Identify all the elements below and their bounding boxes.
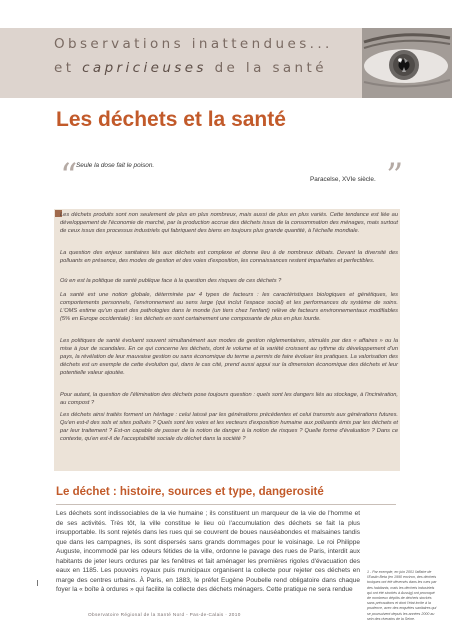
abstract-paragraph: Les politiques de santé évoluent souvent simultanément aux modes de gestion réglementaires, stimulés par des « affaires » ou la mise à jour de scandales. En ce qui concerne les déchets, dont le volume et la variété croissent au rythme du développement d'un pays, la révélation de leur mauvaise gestion ou sans économique du terme a permis de faire évoluer les pratiques. La valorisation des déchets est un exemple de cette évolution qui, dans le cas cité, prend aussi appui sur la dimension économique des déchets et leur potentielle valeur ajoutée. [60, 338, 398, 376]
eye-image [362, 28, 452, 98]
abstract-paragraph: Pour autant, la question de l'élimination des déchets pose toujours question : quels sont les dangers liés au stockage, à l'incinération, au compost ? [60, 392, 398, 406]
open-quote-icon: “ [60, 156, 78, 196]
page-footer: Observatoire Régional de la Santé Nord - Pas-de-Calais · 2010 [88, 612, 241, 617]
quote-text: Seule la dose fait le poison. [76, 162, 155, 169]
abstract-paragraph: Où en est la politique de santé publique face à la question des risques de ces déchets ? [60, 278, 282, 284]
footnote: 1 - Par exemple, en juin 2001 l'affaire de l'Eastin Beta (en 1990 environ, des déchets toxiques ont été déversés dans les rues par des habitants, mais les déchets industriels qui ont été stockés à Aussig) ont provoqué de nombreux dépôts de déchets stockés sans précautions et dont l'état incite à la prudence, avec des enquêtes sanitaires qui se poursuivent depuis les années 2000 au sein des riverains de la Seine. [367, 570, 437, 621]
quote-author: Paracelse, XVIe siècle. [310, 176, 376, 183]
eye-photo [362, 28, 452, 98]
abstract-paragraph: La santé est une notion globale, déterminée par 4 types de facteurs : les caractéristiques biologiques et génétiques, les comportements personnels, l'environnement au sens large (qui inclut l'espace social) et les performances du système de soins. L'OMS estime qu'un quart des pathologies dans le monde (un tiers chez l'enfant) relève de facteurs environnementaux modifiables (5% en Europe occidentale) : les déchets en sont certainement une composante de plus en plus lourde. [60, 292, 398, 322]
close-quote-icon: ” [386, 156, 404, 196]
margin-mark [37, 580, 38, 586]
page-title: Les déchets et la santé [56, 108, 286, 131]
header-line-2-suffix: de la santé [206, 60, 327, 76]
section-body: Les déchets sont indissociables de la vie humaine ; ils constituent un marqueur de la vie de l'homme et de ses activités. Très tôt, la ville constitue le lieu où l'accumulation des déchets se fait la plus insupportable. Ils sont rejetés dans les rues qui se couvrent de boues nauséabondes et malsaines tandis que dans les campagnes, ils sont dispersés sans grands dommages pour le voisinage. Le roi Philippe Auguste, incommodé par les odeurs fétides de la ville, ordonne le pavage des rues de Paris, interdit aux habitants de jeter leurs ordures par les fenêtres et fait aménager les premières rigoles d'évacuation des eaux en 1185. Les pouvoirs royaux puis municipaux organisent la collecte pour rejeter ces déchets en marge des centres urbains. À Paris, en 1883, le préfet Eugène Poubelle rend obligatoire dans chaque foyer la « boîte à ordures » qui facilite la collecte des déchets ménagers. Cette pratique ne sera rendue [56, 510, 360, 594]
header-line-2-italic: capricieuses [82, 60, 207, 76]
header-line-2-prefix: et [54, 60, 83, 76]
abstract-paragraph: Les déchets produits sont non seulement de plus en plus nombreux, mais aussi de plus en plus variés. Cette tendance est liée au développement de l'économie de marché, par la production accrue des déchets issus de la consommation des ménages, mais surtout de ceux issus des processus industriels qui fabriquent des biens en toujours plus grande quantité, à l'échelle mondiale. [60, 212, 398, 234]
header-line-2 [54, 60, 327, 76]
header-line-1: Observations inattendues... [54, 36, 333, 52]
abstract-paragraph: La question des enjeux sanitaires liés aux déchets est complexe et donne lieu à de nombreux débats. Devant la diversité des polluants en présence, des modes de gestion et des voies d'exposition, les connaissances restent imparfaites et perfectibles. [60, 250, 398, 264]
header-banner [0, 28, 452, 98]
section-title: Le déchet : histoire, sources et type, dangerosité [56, 486, 324, 498]
section-divider [56, 504, 396, 505]
abstract-paragraph: Les déchets ainsi traités forment un héritage : celui laissé par les générations précédentes et celui transmis aux générations futures. Qu'en est-il des sols et sites pollués ? Quels sont les voies et les vecteurs d'exposition humaine aux polluants émis par les déchets et par leur traitement ? Est-on capable de passer de la notion de danger à la notion de risques ? Quelle forme d'évaluation ? Dans ce contexte, qu'en est-il de l'acceptabilité sociale du déchet dans la société ? [60, 412, 398, 442]
